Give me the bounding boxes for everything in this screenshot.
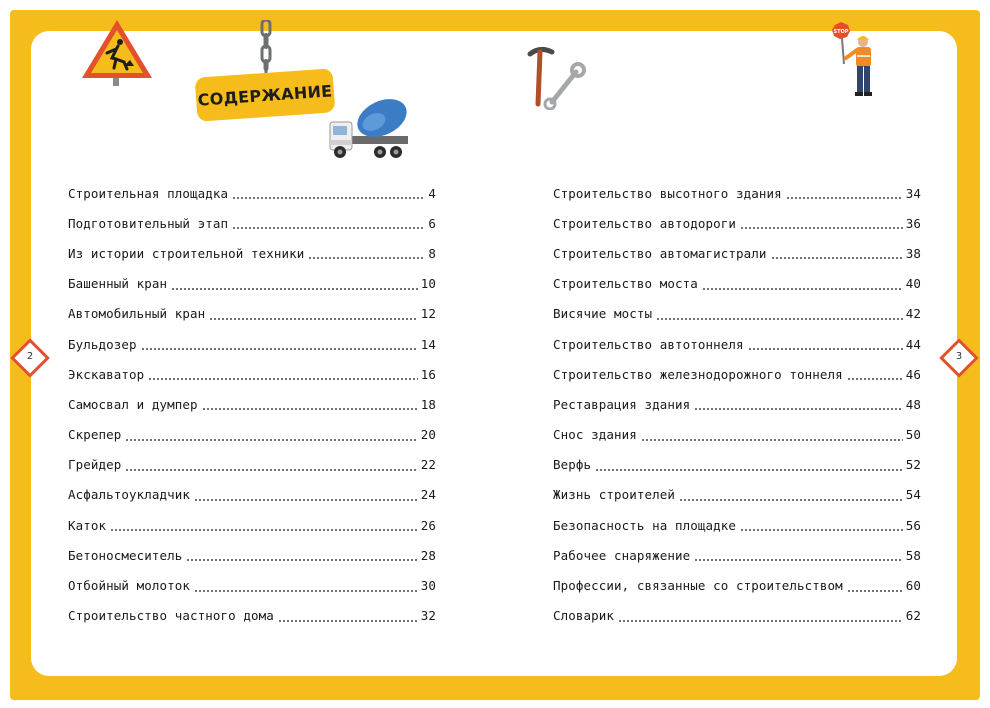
toc-entry-title: Висячие мосты xyxy=(553,306,653,322)
toc-entry-title: Подготовительный этап xyxy=(68,215,229,231)
toc-entry-title: Строительство высотного здания xyxy=(553,185,782,201)
toc-entry[interactable] xyxy=(68,510,436,540)
toc-entry-title: Отбойный молоток xyxy=(68,578,191,594)
toc-entry-page: 18 xyxy=(420,396,436,412)
toc-entry-title: Снос здания xyxy=(553,427,637,443)
toc-entry-title: Жизнь строителей xyxy=(553,487,676,503)
toc-entry-page: 14 xyxy=(420,336,436,352)
toc-entry-page: 10 xyxy=(420,276,436,292)
toc-entry-title: Рабочее снаряжение xyxy=(553,547,691,563)
toc-entry-page: 8 xyxy=(428,245,436,261)
toc-entry-title: Строительство автотоннеля xyxy=(553,336,744,352)
toc-entry-title: Самосвал и думпер xyxy=(68,396,198,412)
toc-left-column xyxy=(68,178,436,631)
toc-entry-title: Реставрация здания xyxy=(553,396,691,412)
toc-entry[interactable] xyxy=(68,359,436,389)
toc-leader-dots xyxy=(232,197,425,199)
toc-entry-page: 28 xyxy=(420,547,436,563)
contents-title: СОДЕРЖАНИЕ xyxy=(195,68,336,122)
toc-entry-title: Экскаватор xyxy=(68,366,145,382)
toc-entry[interactable] xyxy=(553,178,921,208)
toc-entry-page: 58 xyxy=(905,547,921,563)
toc-entry-page: 30 xyxy=(420,578,436,594)
toc-leader-dots xyxy=(209,318,417,320)
toc-entry[interactable] xyxy=(553,329,921,359)
toc-entry[interactable] xyxy=(68,601,436,631)
toc-entry-page: 56 xyxy=(905,517,921,533)
toc-entry-page: 4 xyxy=(428,185,436,201)
toc-leader-dots xyxy=(694,408,902,410)
toc-entry[interactable] xyxy=(553,570,921,600)
toc-entry-title: Башенный кран xyxy=(68,276,168,292)
road-worker-with-stop-sign-icon xyxy=(830,22,882,102)
toc-leader-dots xyxy=(194,499,418,501)
toc-entry[interactable] xyxy=(553,359,921,389)
toc-entry-page: 42 xyxy=(905,306,921,322)
toc-entry[interactable] xyxy=(553,480,921,510)
toc-leader-dots xyxy=(595,469,903,471)
toc-entry-title: Строительная площадка xyxy=(68,185,229,201)
toc-entry-page: 60 xyxy=(905,578,921,594)
toc-leader-dots xyxy=(694,559,902,561)
toc-leader-dots xyxy=(171,288,418,290)
toc-entry[interactable] xyxy=(68,420,436,450)
toc-entry-page: 46 xyxy=(905,366,921,382)
road-works-sign-icon xyxy=(80,18,154,88)
toc-entry-page: 6 xyxy=(428,215,436,231)
toc-entry-page: 34 xyxy=(905,185,921,201)
toc-right-column xyxy=(553,178,921,631)
toc-entry[interactable] xyxy=(553,450,921,480)
toc-entry-page: 50 xyxy=(905,427,921,443)
toc-entry-title: Автомобильный кран xyxy=(68,306,206,322)
toc-entry-title: Строительство автодороги xyxy=(553,215,737,231)
toc-entry-page: 44 xyxy=(905,336,921,352)
toc-entry-page: 54 xyxy=(905,487,921,503)
toc-leader-dots xyxy=(618,620,903,622)
toc-entry-title: Словарик xyxy=(553,608,615,624)
toc-entry-title: Строительство моста xyxy=(553,276,698,292)
toc-leader-dots xyxy=(847,590,903,592)
toc-entry[interactable] xyxy=(68,450,436,480)
toc-entry-page: 36 xyxy=(905,215,921,231)
toc-leader-dots xyxy=(186,559,417,561)
toc-entry[interactable] xyxy=(68,389,436,419)
right-page-number: 3 xyxy=(955,351,963,362)
toc-entry-title: Из истории строительной техники xyxy=(68,245,305,261)
toc-leader-dots xyxy=(847,378,903,380)
toc-leader-dots xyxy=(656,318,903,320)
toc-entry[interactable] xyxy=(553,299,921,329)
toc-entry-title: Строительство частного дома xyxy=(68,608,274,624)
toc-entry-title: Бульдозер xyxy=(68,336,137,352)
toc-entry-page: 22 xyxy=(420,457,436,473)
toc-entry-title: Строительство автомагистрали xyxy=(553,245,767,261)
toc-leader-dots xyxy=(740,227,903,229)
toc-entry-title: Бетоносмеситель xyxy=(68,547,183,563)
toc-entry[interactable] xyxy=(68,269,436,299)
toc-entry[interactable] xyxy=(553,601,921,631)
toc-entry-title: Строительство железнодорожного тоннеля xyxy=(553,366,843,382)
toc-entry[interactable] xyxy=(553,510,921,540)
toc-entry[interactable] xyxy=(68,540,436,570)
toc-entry-page: 48 xyxy=(905,396,921,412)
toc-leader-dots xyxy=(125,469,417,471)
toc-leader-dots xyxy=(110,529,418,531)
toc-entry-title: Профессии, связанные со строительством xyxy=(553,578,843,594)
toc-entry[interactable] xyxy=(68,208,436,238)
toc-entry[interactable] xyxy=(68,570,436,600)
toc-entry[interactable] xyxy=(68,329,436,359)
toc-entry[interactable] xyxy=(68,299,436,329)
stop-sign-text: STOP xyxy=(833,29,849,35)
toc-entry-title: Верфь xyxy=(553,457,592,473)
toc-entry[interactable] xyxy=(68,238,436,268)
toc-leader-dots xyxy=(702,288,903,290)
toc-leader-dots xyxy=(278,620,418,622)
toc-entry[interactable] xyxy=(553,238,921,268)
toc-entry-page: 20 xyxy=(420,427,436,443)
toc-entry-page: 38 xyxy=(905,245,921,261)
toc-leader-dots xyxy=(148,378,417,380)
toc-entry[interactable] xyxy=(68,480,436,510)
toc-entry-title: Асфальтоукладчик xyxy=(68,487,191,503)
toc-entry-page: 40 xyxy=(905,276,921,292)
toc-entry[interactable] xyxy=(553,208,921,238)
toc-leader-dots xyxy=(786,197,903,199)
pickaxe-and-wrench-icon xyxy=(526,44,586,110)
toc-leader-dots xyxy=(194,590,418,592)
toc-leader-dots xyxy=(641,439,903,441)
toc-leader-dots xyxy=(740,529,903,531)
toc-entry-page: 16 xyxy=(420,366,436,382)
toc-leader-dots xyxy=(202,408,418,410)
toc-leader-dots xyxy=(679,499,903,501)
toc-entry-page: 52 xyxy=(905,457,921,473)
left-page-number: 2 xyxy=(26,351,34,362)
toc-entry-page: 62 xyxy=(905,608,921,624)
toc-leader-dots xyxy=(232,227,425,229)
toc-entry-page: 12 xyxy=(420,306,436,322)
toc-entry[interactable] xyxy=(553,389,921,419)
toc-entry-page: 24 xyxy=(420,487,436,503)
toc-entry[interactable] xyxy=(553,269,921,299)
toc-entry-title: Скрепер xyxy=(68,427,122,443)
toc-entry-title: Грейдер xyxy=(68,457,122,473)
toc-leader-dots xyxy=(141,348,418,350)
toc-leader-dots xyxy=(748,348,903,350)
toc-leader-dots xyxy=(308,257,425,259)
toc-entry[interactable] xyxy=(553,540,921,570)
toc-leader-dots xyxy=(771,257,903,259)
toc-leader-dots xyxy=(125,439,417,441)
toc-entry[interactable] xyxy=(68,178,436,208)
concrete-mixer-truck-icon xyxy=(328,96,412,164)
toc-entry-page: 26 xyxy=(420,517,436,533)
toc-entry-page: 32 xyxy=(420,608,436,624)
toc-entry-title: Безопасность на площадке xyxy=(553,517,737,533)
toc-entry[interactable] xyxy=(553,420,921,450)
toc-entry-title: Каток xyxy=(68,517,107,533)
